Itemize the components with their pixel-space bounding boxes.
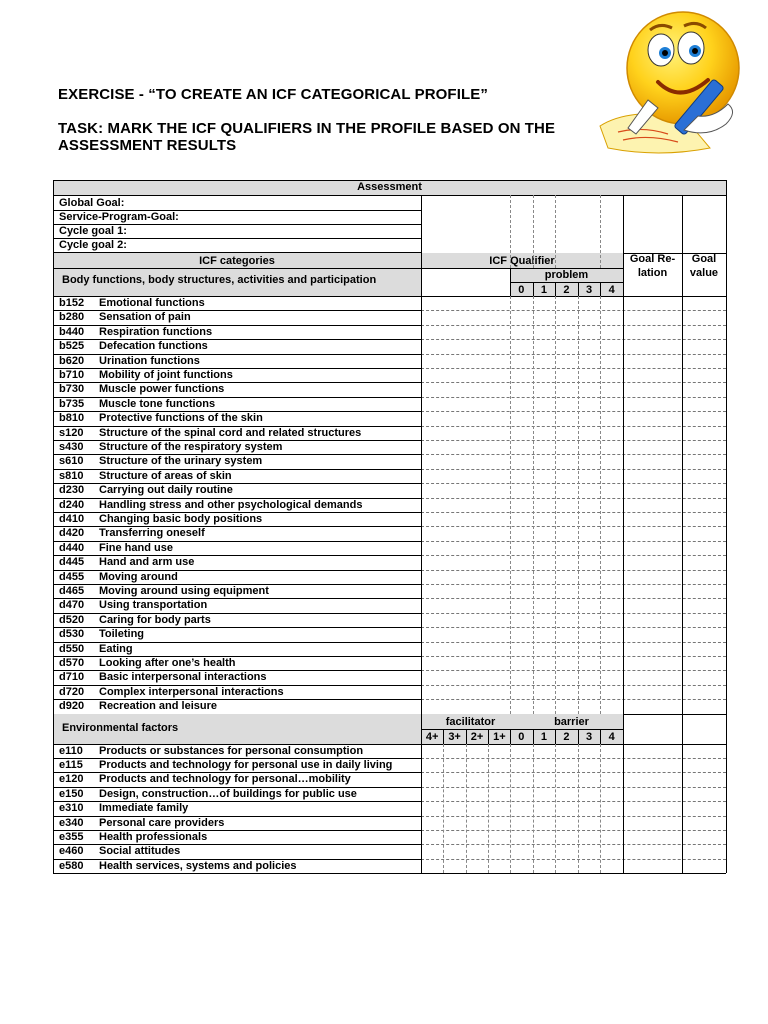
category-label: Transferring oneself	[99, 527, 205, 540]
category-label: Design, construction…of buildings for public use	[99, 787, 357, 800]
env-scale-value: 1+	[493, 730, 506, 743]
grid-line	[443, 729, 444, 744]
category-code: s610	[59, 455, 84, 468]
table-top-border	[53, 180, 726, 181]
dashed-grid-line	[600, 744, 601, 874]
dashed-grid-line	[421, 368, 726, 369]
category-label: Complex interpersonal interactions	[99, 685, 284, 698]
grid-line	[533, 729, 534, 744]
category-label: Products or substances for personal consumption	[99, 744, 364, 757]
dashed-grid-line	[600, 296, 601, 714]
grid-line	[510, 268, 511, 296]
category-label: Eating	[99, 642, 133, 655]
grid-line	[682, 195, 683, 873]
category-label: Health services, systems and policies	[99, 859, 297, 872]
category-label: Products and technology for personal…mobility	[99, 773, 351, 786]
env-scale-value: 3+	[448, 730, 461, 743]
task-instructions: TASK: MARK THE ICF QUALIFIERS IN THE PROFILE BASED ON THE ASSESSMENT RESULTS	[58, 120, 556, 154]
environmental-factors-heading: Environmental factors	[62, 721, 179, 734]
grid-line	[533, 282, 534, 296]
dashed-grid-line	[510, 195, 511, 268]
category-label: Products and technology for personal use in daily living	[99, 759, 393, 771]
grid-line	[555, 729, 556, 744]
exercise-title: EXERCISE - “TO CREATE AN ICF CATEGORICAL PROFILE”	[58, 86, 488, 103]
category-code: d455	[59, 570, 85, 583]
dashed-grid-line	[421, 426, 726, 427]
category-code: b525	[59, 340, 85, 353]
category-code: d470	[59, 599, 85, 612]
category-code: b152	[59, 297, 85, 309]
category-code: d520	[59, 613, 85, 626]
dashed-grid-line	[421, 598, 726, 599]
dashed-grid-line	[421, 584, 726, 585]
dashed-grid-line	[555, 296, 556, 714]
dashed-grid-line	[421, 498, 726, 499]
assessment-heading: Assessment	[357, 181, 422, 193]
category-code: d570	[59, 657, 85, 669]
goal-label: Cycle goal 2:	[59, 239, 127, 251]
category-code: e110	[59, 744, 83, 757]
category-label: Basic interpersonal interactions	[99, 671, 267, 684]
category-code: d445	[59, 556, 85, 569]
dashed-grid-line	[421, 656, 726, 657]
category-code: d420	[59, 527, 85, 540]
category-code: e580	[59, 859, 84, 872]
category-label: Social attitudes	[99, 845, 181, 858]
dashed-grid-line	[421, 325, 726, 326]
category-label: Health professionals	[99, 831, 208, 843]
grid-line	[555, 282, 556, 296]
dashed-grid-line	[421, 397, 726, 398]
dashed-grid-line	[600, 195, 601, 268]
dashed-grid-line	[421, 670, 726, 671]
category-code: e340	[59, 816, 84, 829]
problem-scale-value: 0	[518, 284, 525, 296]
category-label: Urination functions	[99, 354, 200, 367]
goal-label: Cycle goal 1:	[59, 225, 127, 237]
category-code: d240	[59, 498, 85, 511]
grid-line	[466, 729, 467, 744]
dashed-grid-line	[555, 744, 556, 874]
dashed-grid-line	[421, 555, 726, 556]
category-label: Muscle power functions	[99, 383, 225, 396]
category-label: Personal care providers	[99, 816, 225, 829]
category-label: Fine hand use	[99, 541, 173, 554]
dashed-grid-line	[578, 744, 579, 874]
dashed-grid-line	[421, 339, 726, 340]
barrier-heading: barrier	[554, 715, 589, 728]
dashed-grid-line	[421, 541, 726, 542]
category-code: e115	[59, 759, 83, 771]
grid-line	[600, 729, 601, 744]
category-code: e355	[59, 831, 84, 843]
icf-categories-heading: ICF categories	[199, 255, 275, 267]
category-code: e460	[59, 845, 84, 858]
category-label: Defecation functions	[99, 340, 208, 353]
dashed-grid-line	[555, 195, 556, 268]
dashed-grid-line	[421, 454, 726, 455]
category-code: d720	[59, 685, 85, 698]
problem-scale-value: 1	[540, 284, 547, 296]
category-label: Moving around using equipment	[99, 585, 269, 597]
dashed-grid-line	[421, 354, 726, 355]
problem-scale-value: 2	[563, 284, 570, 296]
category-code: d465	[59, 585, 85, 597]
dashed-grid-line	[421, 642, 726, 643]
category-label: Sensation of pain	[99, 311, 191, 324]
category-code: b620	[59, 354, 85, 367]
env-scale-value: 3	[586, 730, 593, 743]
category-code: d410	[59, 513, 85, 525]
category-label: Structure of the respiratory system	[99, 441, 283, 453]
category-label: Mobility of joint functions	[99, 369, 233, 381]
grid-line	[600, 282, 601, 296]
category-label: Using transportation	[99, 599, 208, 612]
category-code: b710	[59, 369, 85, 381]
grid-line	[53, 195, 726, 196]
dashed-grid-line	[533, 296, 534, 714]
category-label: Handling stress and other psychological demands	[99, 498, 363, 511]
category-label: Recreation and leisure	[99, 700, 217, 713]
category-label: Moving around	[99, 570, 178, 583]
category-code: d920	[59, 700, 85, 713]
icf-qualifier-heading: ICF Qualifier	[489, 255, 555, 267]
category-label: Respiration functions	[99, 325, 213, 338]
problem-heading: problem	[544, 269, 589, 281]
category-label: Muscle tone functions	[99, 397, 216, 410]
grid-line	[421, 195, 422, 873]
category-label: Structure of the urinary system	[99, 455, 263, 468]
table-bottom-border	[53, 873, 726, 874]
problem-scale-value: 4	[608, 284, 615, 296]
goal-relation-heading: Goal Re-lation	[629, 253, 676, 279]
dashed-grid-line	[533, 195, 534, 268]
env-scale-value: 4	[608, 730, 615, 743]
category-code: d550	[59, 642, 85, 655]
category-code: d710	[59, 671, 85, 684]
category-label: Changing basic body positions	[99, 513, 263, 525]
category-label: Looking after one’s health	[99, 657, 236, 669]
dashed-grid-line	[421, 310, 726, 311]
category-code: b810	[59, 412, 85, 425]
category-code: b735	[59, 397, 85, 410]
dashed-grid-line	[421, 512, 726, 513]
category-code: b440	[59, 325, 85, 338]
category-code: s430	[59, 441, 84, 453]
dashed-grid-line	[421, 411, 726, 412]
goal-value-heading: Goal value	[689, 253, 719, 279]
category-label: Carrying out daily routine	[99, 484, 233, 497]
env-scale-value: 1	[540, 730, 547, 743]
category-code: s120	[59, 426, 84, 439]
category-label: Protective functions of the skin	[99, 412, 263, 425]
dashed-grid-line	[488, 744, 489, 874]
table-left-border	[53, 180, 54, 873]
category-code: e150	[59, 787, 84, 800]
dashed-grid-line	[421, 440, 726, 441]
dashed-grid-line	[510, 744, 511, 874]
dashed-grid-line	[421, 382, 726, 383]
dashed-grid-line	[421, 570, 726, 571]
grid-line	[578, 282, 579, 296]
category-label: Toileting	[99, 628, 145, 641]
category-label: Hand and arm use	[99, 556, 195, 569]
dashed-grid-line	[443, 744, 444, 874]
category-label: Structure of areas of skin	[99, 469, 232, 482]
dashed-grid-line	[421, 699, 726, 700]
category-label: Structure of the spinal cord and related structures	[99, 426, 362, 439]
facilitator-heading: facilitator	[445, 715, 496, 728]
category-code: d440	[59, 541, 85, 554]
grid-line	[488, 729, 489, 744]
grid-line	[578, 729, 579, 744]
grid-line	[510, 729, 511, 744]
dashed-grid-line	[421, 469, 726, 470]
category-code: s810	[59, 469, 84, 482]
dashed-grid-line	[466, 744, 467, 874]
category-code: e120	[59, 773, 84, 786]
dashed-grid-line	[533, 744, 534, 874]
env-scale-value: 2+	[470, 730, 484, 743]
goal-label: Global Goal:	[59, 197, 125, 209]
dashed-grid-line	[421, 526, 726, 527]
problem-scale-value: 3	[586, 284, 593, 296]
grid-line	[623, 195, 624, 873]
dashed-grid-line	[421, 613, 726, 614]
category-code: d530	[59, 628, 85, 641]
dashed-grid-line	[421, 685, 726, 686]
category-code: b280	[59, 311, 85, 324]
env-scale-value: 0	[518, 730, 525, 743]
body-section-heading: Body functions, body structures, activities and participation	[62, 274, 377, 286]
category-label: Emotional functions	[99, 297, 205, 309]
dashed-grid-line	[421, 483, 726, 484]
category-label: Caring for body parts	[99, 613, 211, 626]
dashed-grid-line	[578, 296, 579, 714]
env-scale-value: 2	[563, 730, 570, 743]
dashed-grid-line	[510, 296, 511, 714]
category-code: b730	[59, 383, 85, 396]
env-scale-value: 4+	[425, 730, 439, 743]
category-code: e310	[59, 802, 84, 815]
grid-line	[53, 268, 421, 269]
category-label: Immediate family	[99, 802, 189, 815]
table-right-border	[726, 180, 727, 873]
category-code: d230	[59, 484, 85, 497]
goal-label: Service-Program-Goal:	[59, 211, 179, 223]
dashed-grid-line	[421, 627, 726, 628]
